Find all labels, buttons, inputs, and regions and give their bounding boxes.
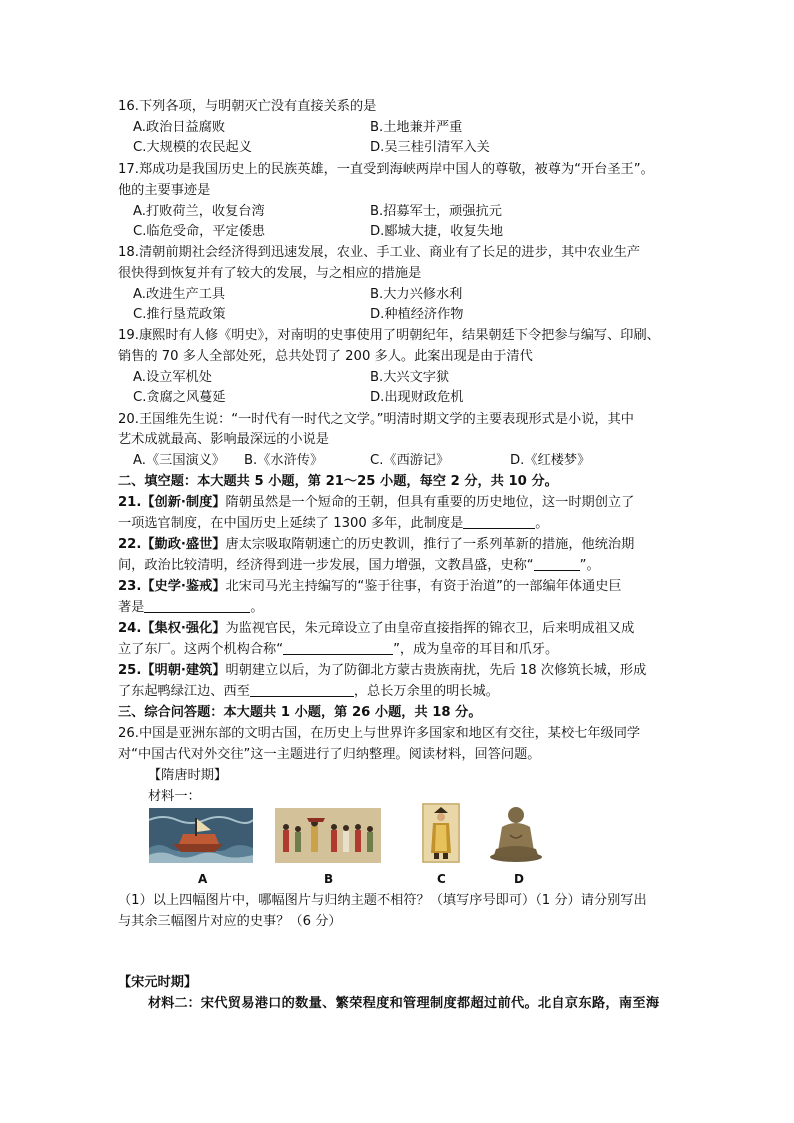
section3-heading: 三、综合问答题：本大题共 1 小题，第 26 小题，共 18 分。 [118, 705, 482, 720]
q25-line2-before: 了东起鸭绿江边、西至 [118, 684, 250, 699]
q26-material2-label: 材料二： [148, 996, 201, 1011]
q19-stem-line2: 销售的 70 多人全部处死，总共处罚了 200 多人。此案出现是由于清代 [118, 349, 533, 364]
q16-option-d: D.吴三桂引清军入关 [370, 140, 490, 155]
q20-option-d: D.《红楼梦》 [510, 453, 591, 468]
q21-line1 [118, 493, 708, 513]
q26-material2 [148, 994, 708, 1014]
q22-line1-text: 唐太宗吸取隋朝速亡的历史教训，推行了一系列革新的措施，他统治期 [225, 537, 635, 552]
q26-sub1-line1: （1）以上四幅图片中，哪幅图片与归纳主题不相符？（填写序号即可）（1 分）请分别写出 [118, 893, 647, 908]
q25-line2 [118, 682, 708, 702]
q24-line1 [118, 619, 708, 639]
q23-line2 [118, 598, 708, 618]
q19-option-c: C.贪腐之风蔓延 [133, 390, 226, 405]
q17-stem-line2: 他的主要事迹是 [118, 183, 211, 198]
q24-line1-text: 为监视官民，朱元璋设立了由皇帝直接指挥的锦衣卫，后来明成祖又成 [225, 621, 635, 636]
q25-tag: 25.【明朝·建筑】 [118, 663, 226, 678]
q23-line1 [118, 577, 708, 597]
q17-stem-line1: 17.郑成功是我国历史上的民族英雄，一直受到海峡两岸中国人的尊敬，被尊为“开台圣王”。 [118, 162, 654, 177]
q24-answer-blank[interactable] [283, 640, 393, 655]
picture-b-label: B [324, 872, 334, 886]
q26-material1-label: 材料一： [148, 789, 201, 804]
q16-stem: 16.下列各项，与明朝灭亡没有直接关系的是 [118, 99, 377, 114]
q16-option-c: C.大规模的农民起义 [133, 140, 252, 155]
q20-option-b: B.《水浒传》 [244, 453, 324, 468]
picture-a-label: A [198, 872, 208, 886]
q25-line1 [118, 661, 708, 681]
q26-period-song-yuan: 【宋元时期】 [118, 975, 198, 990]
q16-option-b: B.土地兼并严重 [370, 120, 463, 135]
q22-line2-before: 间，政治比较清明，经济得到进一步发展，国力增强，文教昌盛，史称“ [118, 558, 534, 573]
q21-line2-after: 。 [535, 516, 549, 531]
q25-line1-text: 明朝建立以后，为了防御北方蒙古贵族南扰，先后 18 次修筑长城，形成 [225, 663, 647, 678]
q24-tag: 24.【集权·强化】 [118, 621, 226, 636]
q23-tag: 23.【史学·鉴戒】 [118, 579, 226, 594]
q19-option-d: D.出现财政危机 [370, 390, 464, 405]
q25-answer-blank[interactable] [250, 682, 354, 697]
picture-b-court-painting [275, 808, 381, 863]
q24-line2 [118, 640, 708, 660]
q22-tag: 22.【勤政·盛世】 [118, 537, 226, 552]
q22-line2 [118, 556, 708, 576]
q20-stem-line2: 艺术成就最高、影响最深远的小说是 [118, 432, 329, 447]
q26-line2: 对“中国古代对外交往”这一主题进行了归纳整理。阅读材料，回答问题。 [118, 747, 541, 762]
q22-answer-blank[interactable] [534, 556, 580, 571]
q21-answer-blank[interactable] [463, 514, 535, 529]
q21-tag: 21.【创新·制度】 [118, 495, 226, 510]
q18-option-d: D.种植经济作物 [370, 307, 464, 322]
q23-answer-blank[interactable] [144, 598, 250, 613]
q19-option-a: A.设立军机处 [133, 370, 212, 385]
q18-option-c: C.推行垦荒政策 [133, 307, 226, 322]
picture-c-label: C [437, 872, 446, 886]
q24-line2-before: 立了东厂。这两个机构合称“ [118, 642, 284, 657]
picture-a-ship-on-waves [149, 808, 253, 863]
q17-option-d: D.郾城大捷，收复失地 [370, 224, 504, 239]
q21-line1-text: 隋朝虽然是一个短命的王朝，但具有重要的历史地位，这一时期创立了 [225, 495, 635, 510]
q26-material2-text: 宋代贸易港口的数量、繁荣程度和管理制度都超过前代。北自京东路，南至海 [200, 996, 660, 1011]
q18-option-a: A.改进生产工具 [133, 287, 226, 302]
q22-line2-after: ”。 [579, 558, 600, 573]
q25-line2-after: ，总长万余里的明长城。 [353, 684, 499, 699]
picture-c-figure-portrait [422, 803, 460, 863]
q19-stem-line1: 19.康熙时有人修《明史》，对南明的史事使用了明朝纪年，结果朝廷下令把参与编写、印刷、 [118, 328, 660, 343]
picture-d-label: D [514, 872, 524, 886]
section2-heading: 二、填空题：本大题共 5 小题，第 21～25 小题，每空 2 分，共 10 分。 [118, 474, 558, 489]
q21-line2-before: 一项选官制度，在中国历史上延续了 1300 多年，此制度是 [118, 516, 464, 531]
q17-option-c: C.临危受命，平定倭患 [133, 224, 266, 239]
q20-option-a: A.《三国演义》 [133, 453, 226, 468]
q26-line1: 26.中国是亚洲东部的文明古国，在历史上与世界许多国家和地区有交往，某校七年级同学 [118, 726, 641, 741]
q18-stem-line2: 很快得到恢复并有了较大的发展，与之相应的措施是 [118, 266, 422, 281]
q17-option-b: B.招募军士，顽强抗元 [370, 204, 502, 219]
q17-option-a: A.打败荷兰，收复台湾 [133, 204, 265, 219]
q18-stem-line1: 18.清朝前期社会经济得到迅速发展，农业、手工业、商业有了长足的进步，其中农业生产 [118, 245, 641, 260]
q18-option-b: B.大力兴修水利 [370, 287, 463, 302]
q21-line2 [118, 514, 708, 534]
q23-line2-after: 。 [250, 600, 264, 615]
q22-line1 [118, 535, 708, 555]
q20-stem-line1: 20.王国维先生说：“一时代有一时代之文学。”明清时期文学的主要表现形式是小说，其中 [118, 412, 634, 427]
q24-line2-after: ”，成为皇帝的耳目和爪牙。 [393, 642, 559, 657]
q23-line2-before: 著是 [118, 600, 145, 615]
q19-option-b: B.大兴文字狱 [370, 370, 450, 385]
q16-option-a: A.政治日益腐败 [133, 120, 226, 135]
q23-line1-text: 北宋司马光主持编写的“鉴于往事，有资于治道”的一部编年体通史巨 [225, 579, 622, 594]
picture-d-monk-statue [488, 801, 544, 863]
q26-sub1-line2: 与其余三幅图片对应的史事？（6 分） [118, 914, 342, 929]
q26-period-sui-tang: 【隋唐时期】 [148, 768, 228, 783]
q20-option-c: C.《西游记》 [370, 453, 450, 468]
